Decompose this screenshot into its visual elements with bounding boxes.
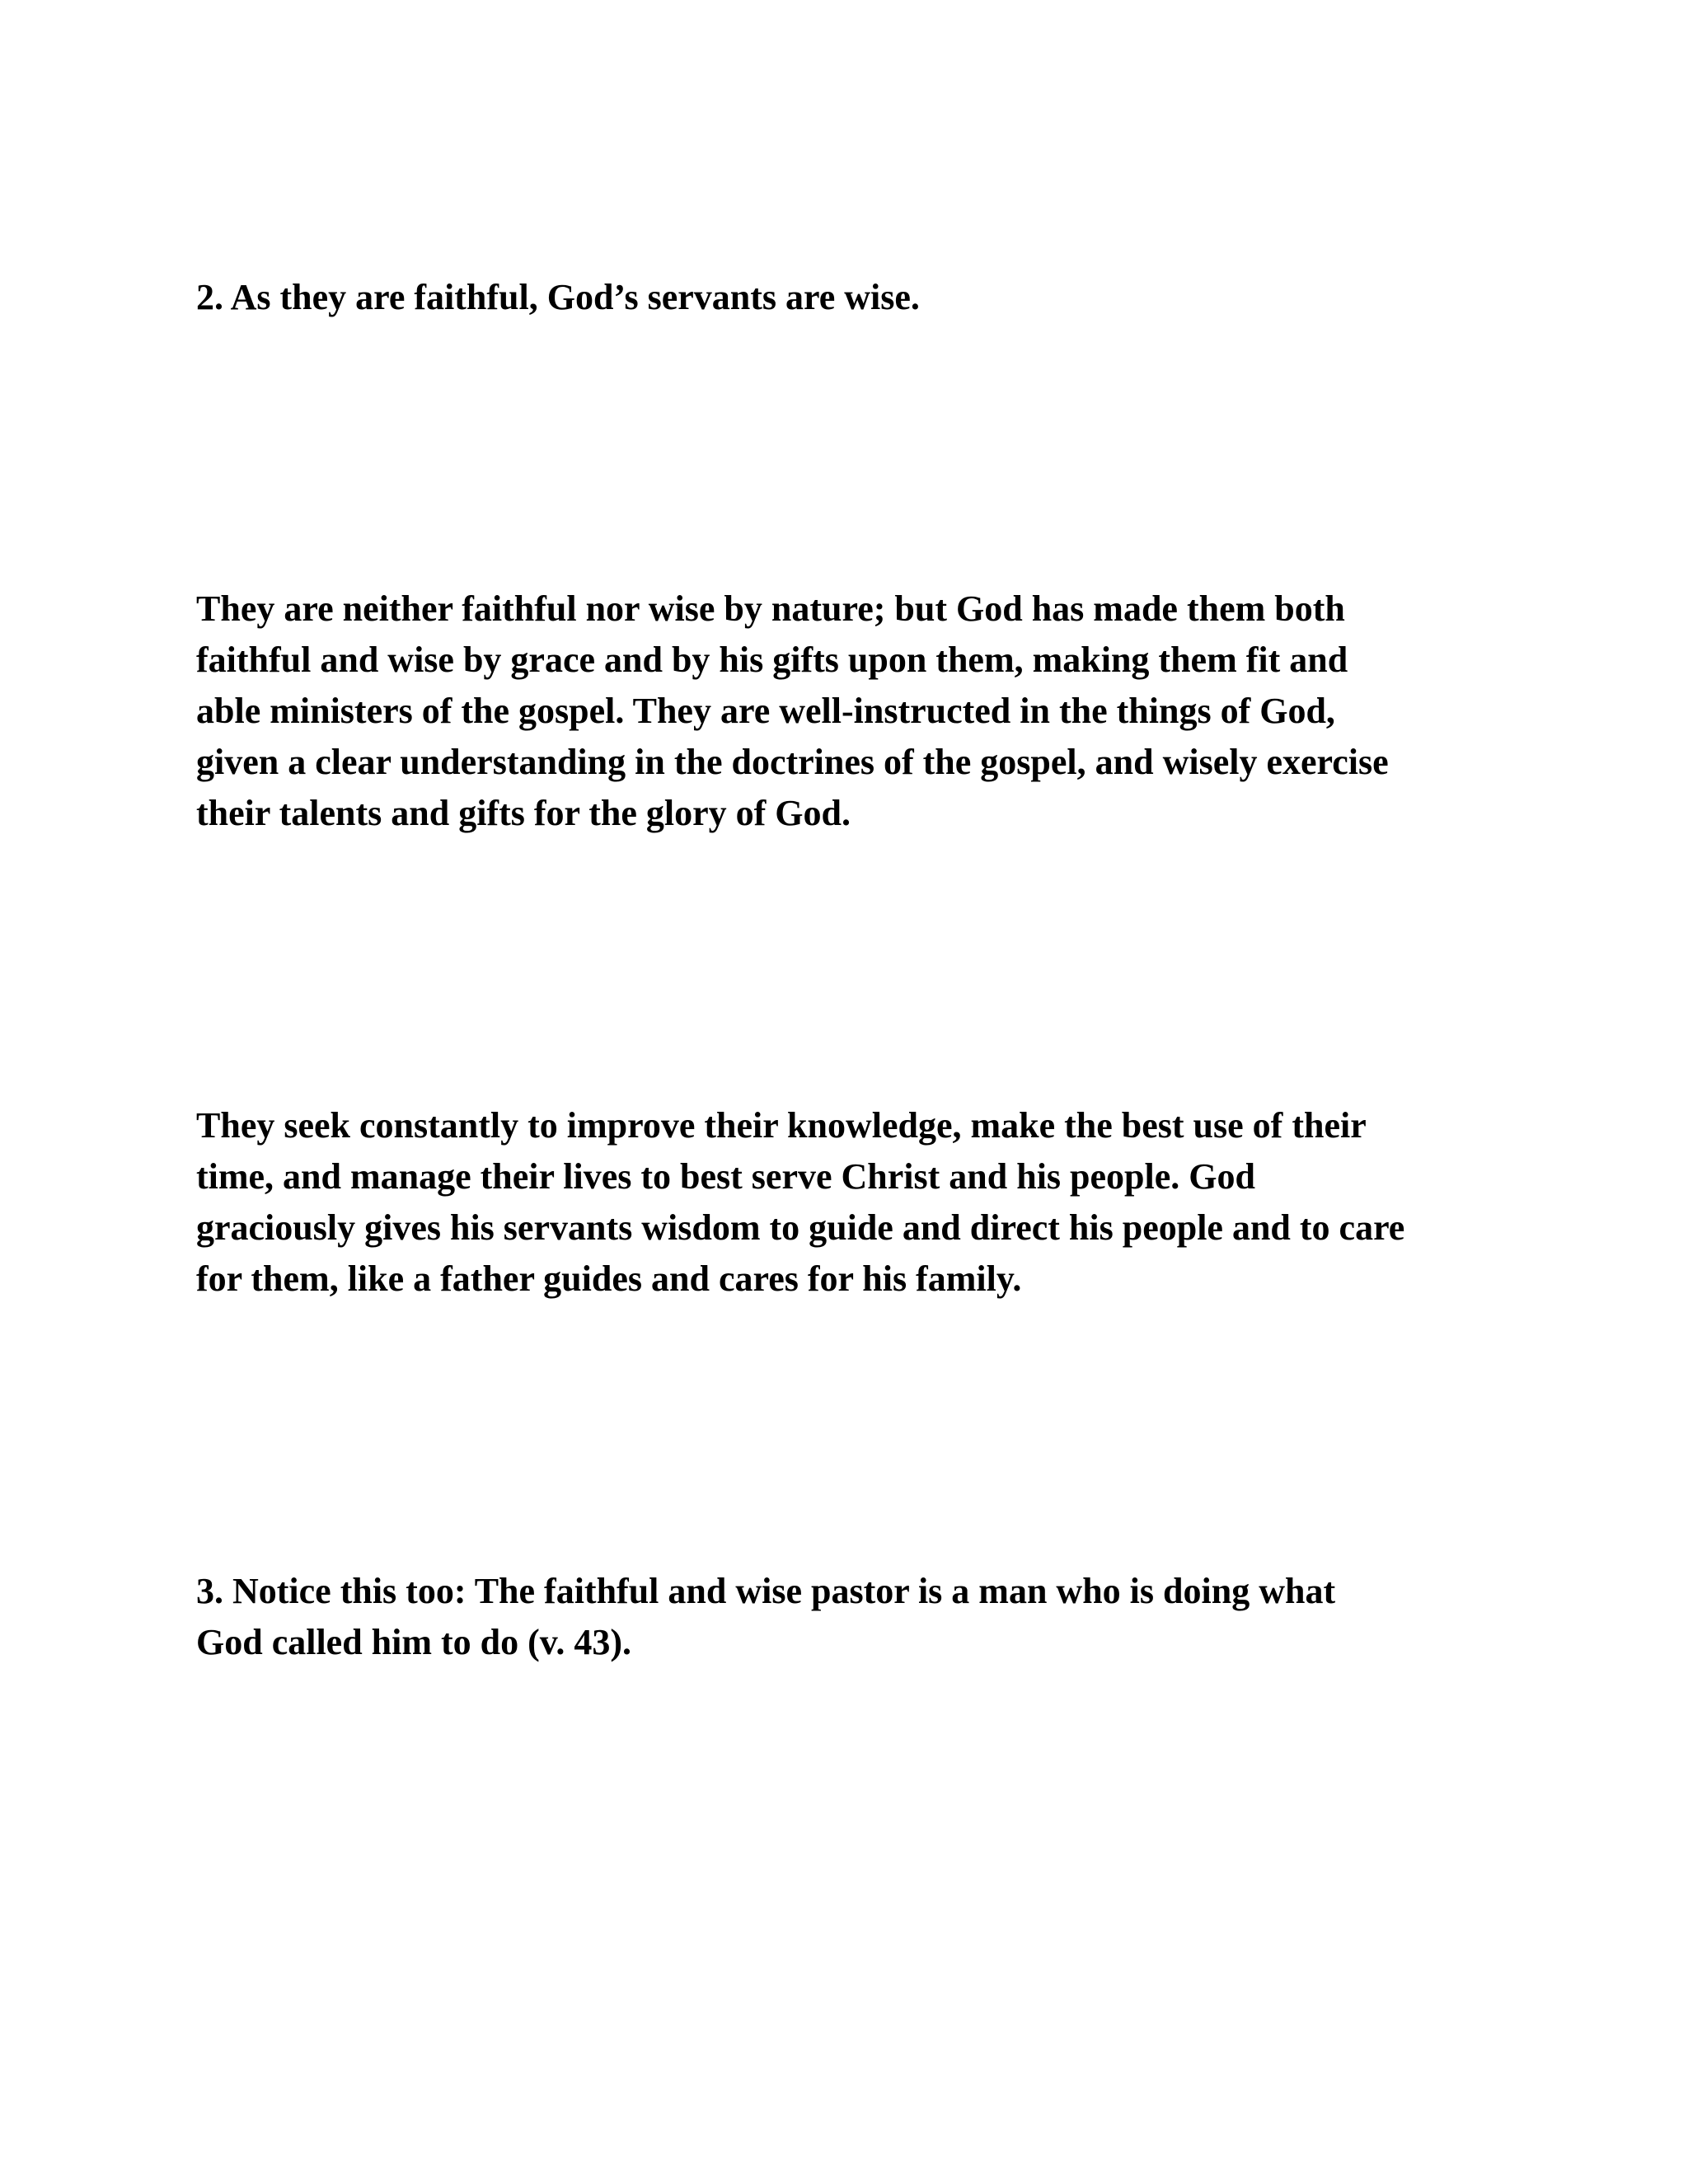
text-line: graciously gives his servants wisdom to guide and direct his people and to care <box>196 1207 1405 1248</box>
text-line: faithful and wise by grace and by his gifts upon them, making them fit and <box>196 640 1348 680</box>
text-line: They are neither faithful nor wise by nature; but God has made them both <box>196 588 1345 629</box>
text-line: their talents and gifts for the glory of God. <box>196 793 851 833</box>
point-3-heading <box>196 1566 1531 1668</box>
paragraph-grace-gifts <box>196 583 1531 839</box>
text-line: able ministers of the gospel. They are well-instructed in the things of God, <box>196 691 1335 731</box>
text-line: They seek constantly to improve their knowledge, make the best use of their <box>196 1105 1367 1146</box>
paragraph-knowledge-wisdom <box>196 1100 1531 1305</box>
text-line: 3. Notice this too: The faithful and wise pastor is a man who is doing what <box>196 1571 1336 1611</box>
point-2-heading <box>196 272 1531 323</box>
text-line: given a clear understanding in the doctrines of the gospel, and wisely exercise <box>196 742 1389 782</box>
text-line: God called him to do (v. 43). <box>196 1622 632 1662</box>
text-line: for them, like a father guides and cares for his family. <box>196 1258 1022 1299</box>
text-line: time, and manage their lives to best serve Christ and his people. God <box>196 1156 1255 1197</box>
text-line: 2. As they are faithful, God’s servants are wise. <box>196 277 920 317</box>
